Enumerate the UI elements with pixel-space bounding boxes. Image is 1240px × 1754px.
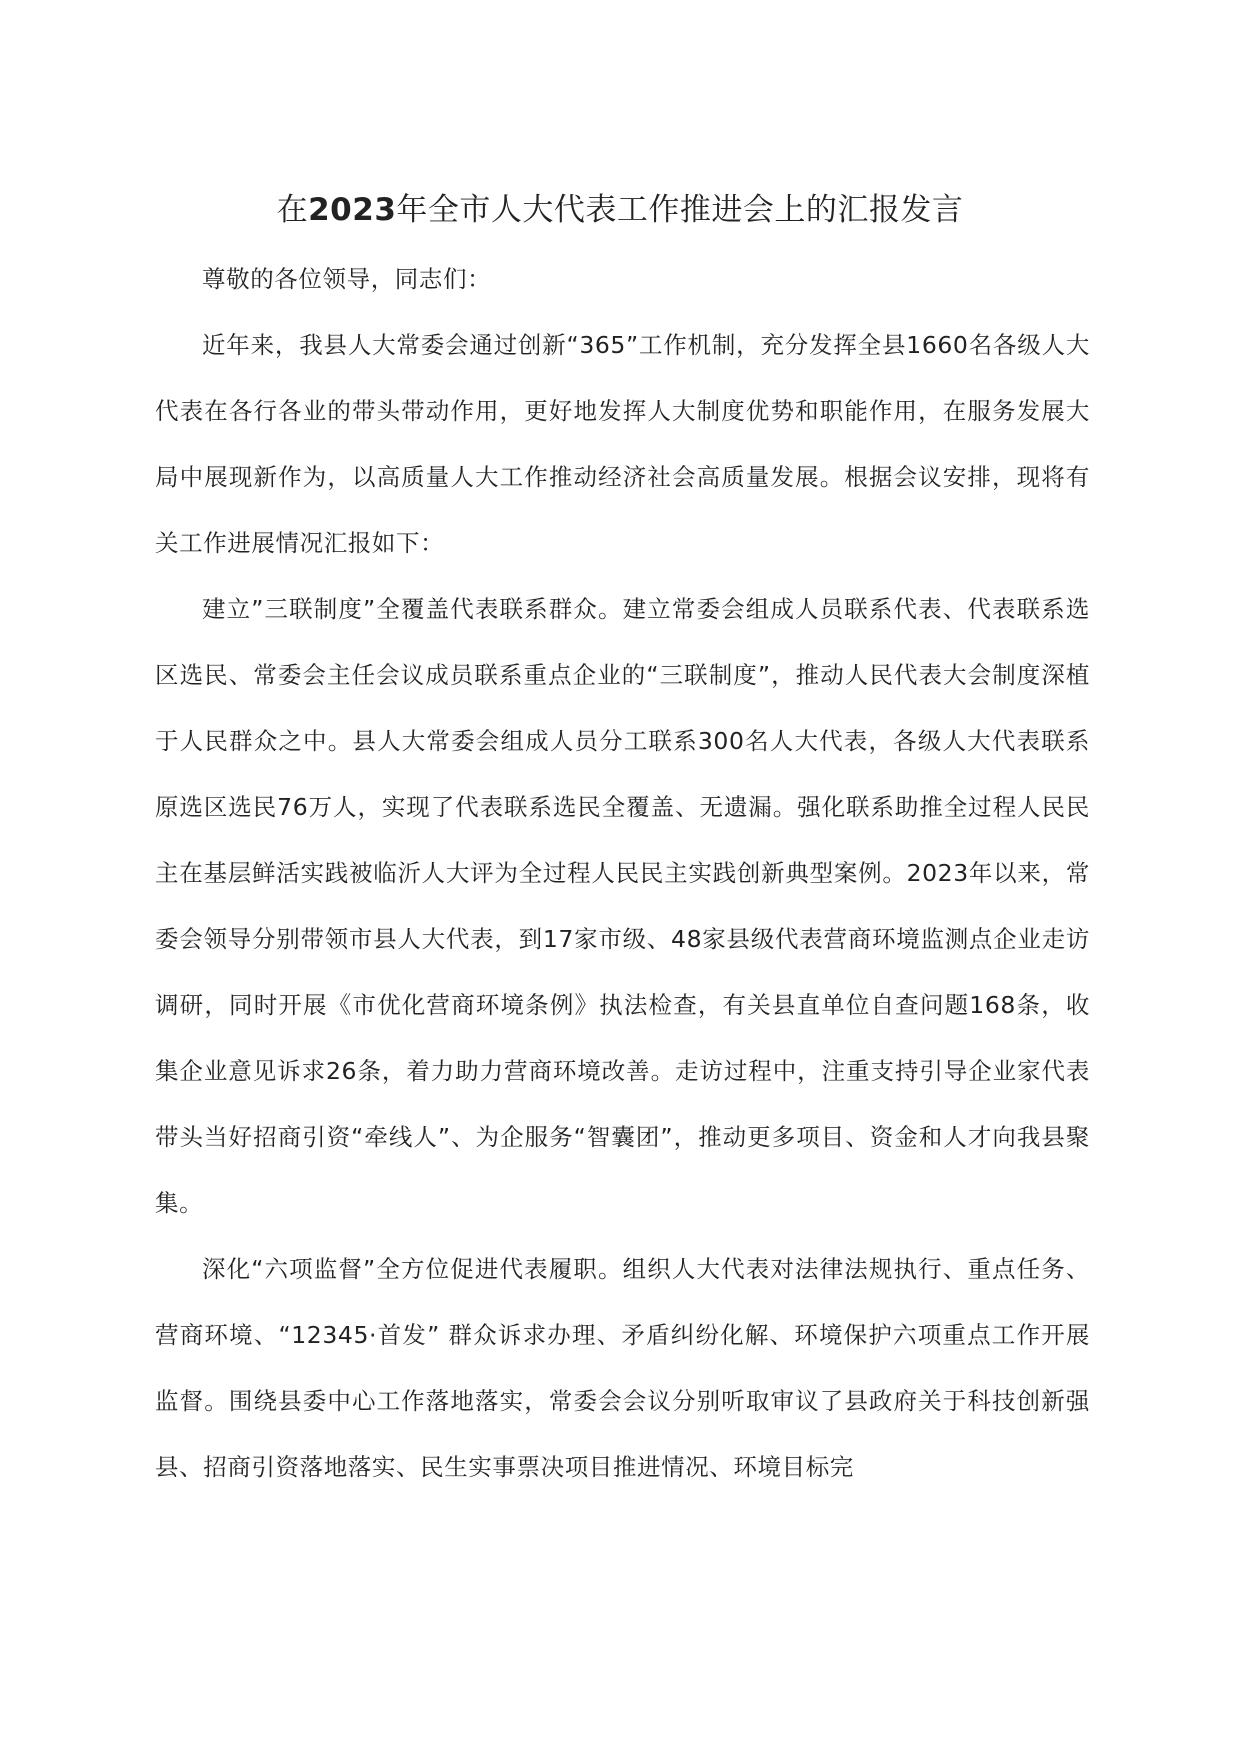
title-suffix: 年全市人大代表工作推进会上的汇报发言 [396, 192, 964, 228]
paragraph-six-supervision: 深化“六项监督”全方位促进代表履职。组织人大代表对法律法规执行、重点任务、营商环境、“12345·首发” 群众诉求办理、矛盾纠纷化解、环境保护六项重点工作开展监督。围绕县委中心工作落地落实，常委会会议分别听取审议了县政府关于科技创新强县、招商引资落地落实、民生实事票决项目推进情况、环境目标完 [155, 1255, 1090, 1481]
document-title [0, 190, 1240, 230]
title-year: 2023 [308, 192, 397, 228]
paragraph-intro: 近年来，我县人大常委会通过创新“365”工作机制，充分发挥全县1660名各级人大代表在各行各业的带头带动作用，更好地发挥人大制度优势和职能作用，在服务发展大局中展现新作为，以高质量人大工作推动经济社会高质量发展。根据会议安排，现将有关工作进展情况汇报如下： [155, 331, 1090, 557]
paragraph-three-links: 建立”三联制度”全覆盖代表联系群众。建立常委会组成人员联系代表、代表联系选区选民、常委会主任会议成员联系重点企业的“三联制度”，推动人民代表大会制度深植于人民群众之中。县人大常委会组成人员分工联系300名人大代表，各级人大代表联系原选区选民76万人，实现了代表联系选民全覆盖、无遗漏。强化联系助推全过程人民民主在基层鲜活实践被临沂人大评为全过程人民民主实践创新典型案例。2023年以来，常委会领导分别带领市县人大代表，到17家市级、48家县级代表营商环境监测点企业走访调研，同时开展《市优化营商环境条例》执法检查，有关县直单位自查问题168条，收集企业意见诉求26条，着力助力营商环境改善。走访过程中，注重支持引导企业家代表带头当好招商引资“牵线人”、为企服务“智囊团”，推动更多项目、资金和人才向我县聚集。 [155, 595, 1090, 1217]
title-prefix: 在 [276, 192, 309, 228]
document-body [155, 246, 1090, 1500]
salutation: 尊敬的各位领导，同志们： [202, 265, 492, 293]
